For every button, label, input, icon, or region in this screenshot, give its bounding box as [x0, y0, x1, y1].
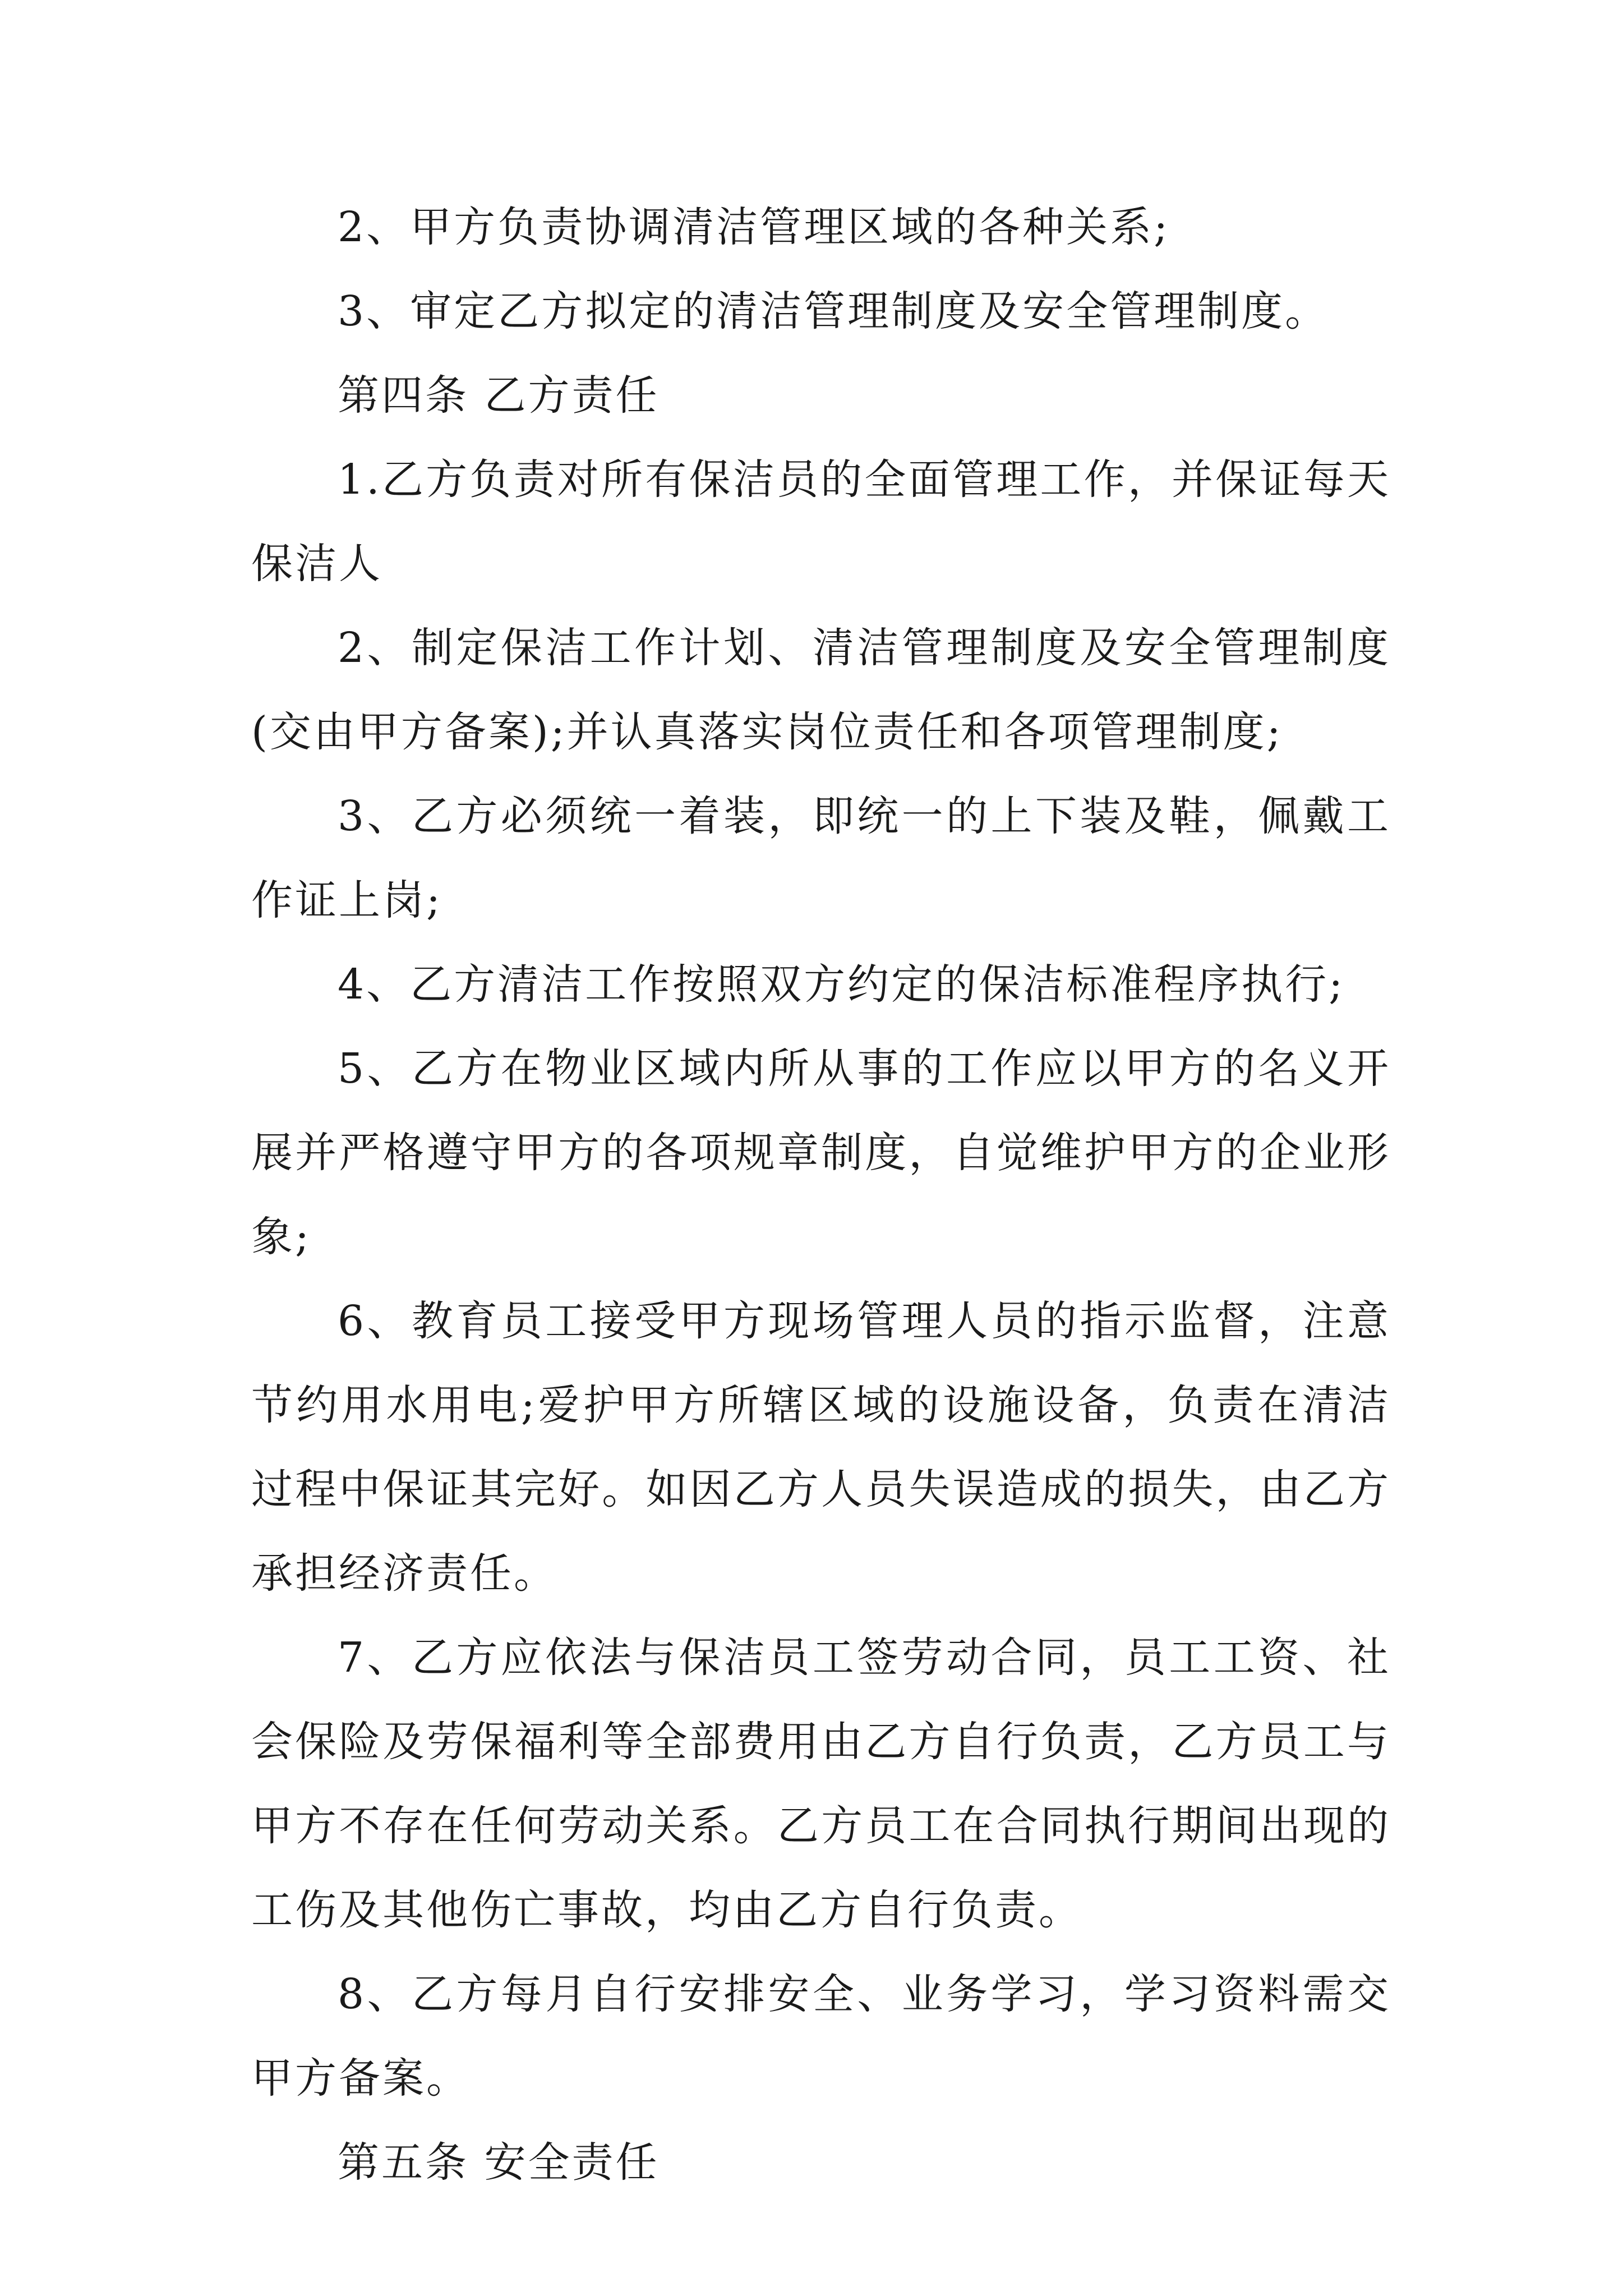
paragraph-party-b-item-7: 7、乙方应依法与保洁员工签劳动合同，员工工资、社会保险及劳保福利等全部费用由乙方自行负责，乙方员工与甲方不存在任何劳动关系。乙方员工在合同执行期间出现的工伤及其他伤亡事故，均由乙方自行负责。	[251, 1634, 1391, 1934]
paragraph-party-b-item-2: 2、制定保洁工作计划、清洁管理制度及安全管理制度(交由甲方备案);并认真落实岗位责任和各项管理制度;	[251, 624, 1391, 756]
paragraph-party-b-item-4: 4、乙方清洁工作按照双方约定的保洁标准程序执行;	[338, 960, 1345, 1009]
document-body	[251, 185, 1391, 2205]
heading-article-4: 第四条 乙方责任	[338, 371, 660, 420]
paragraph-party-a-coordination: 2、甲方负责协调清洁管理区域的各种关系;	[338, 203, 1170, 251]
heading-article-5: 第五条 安全责任	[338, 2138, 660, 2187]
paragraph-party-b-item-5: 5、乙方在物业区域内所从事的工作应以甲方的名义开展并严格遵守甲方的各项规章制度，自觉维护甲方的企业形象;	[251, 1045, 1391, 1261]
paragraph-party-b-item-8: 8、乙方每月自行安排安全、业务学习，学习资料需交甲方备案。	[251, 1970, 1391, 2102]
paragraph-party-b-item-6: 6、教育员工接受甲方现场管理人员的指示监督，注意节约用水用电;爱护甲方所辖区域的设施设备，负责在清洁过程中保证其完好。如因乙方人员失误造成的损失，由乙方承担经济责任。	[251, 1297, 1391, 1598]
paragraph-party-a-review: 3、审定乙方拟定的清洁管理制度及安全管理制度。	[338, 287, 1329, 335]
paragraph-party-b-item-1: 1.乙方负责对所有保洁员的全面管理工作，并保证每天保洁人	[251, 455, 1391, 588]
paragraph-party-b-item-3: 3、乙方必须统一着装，即统一的上下装及鞋，佩戴工作证上岗;	[251, 792, 1391, 924]
